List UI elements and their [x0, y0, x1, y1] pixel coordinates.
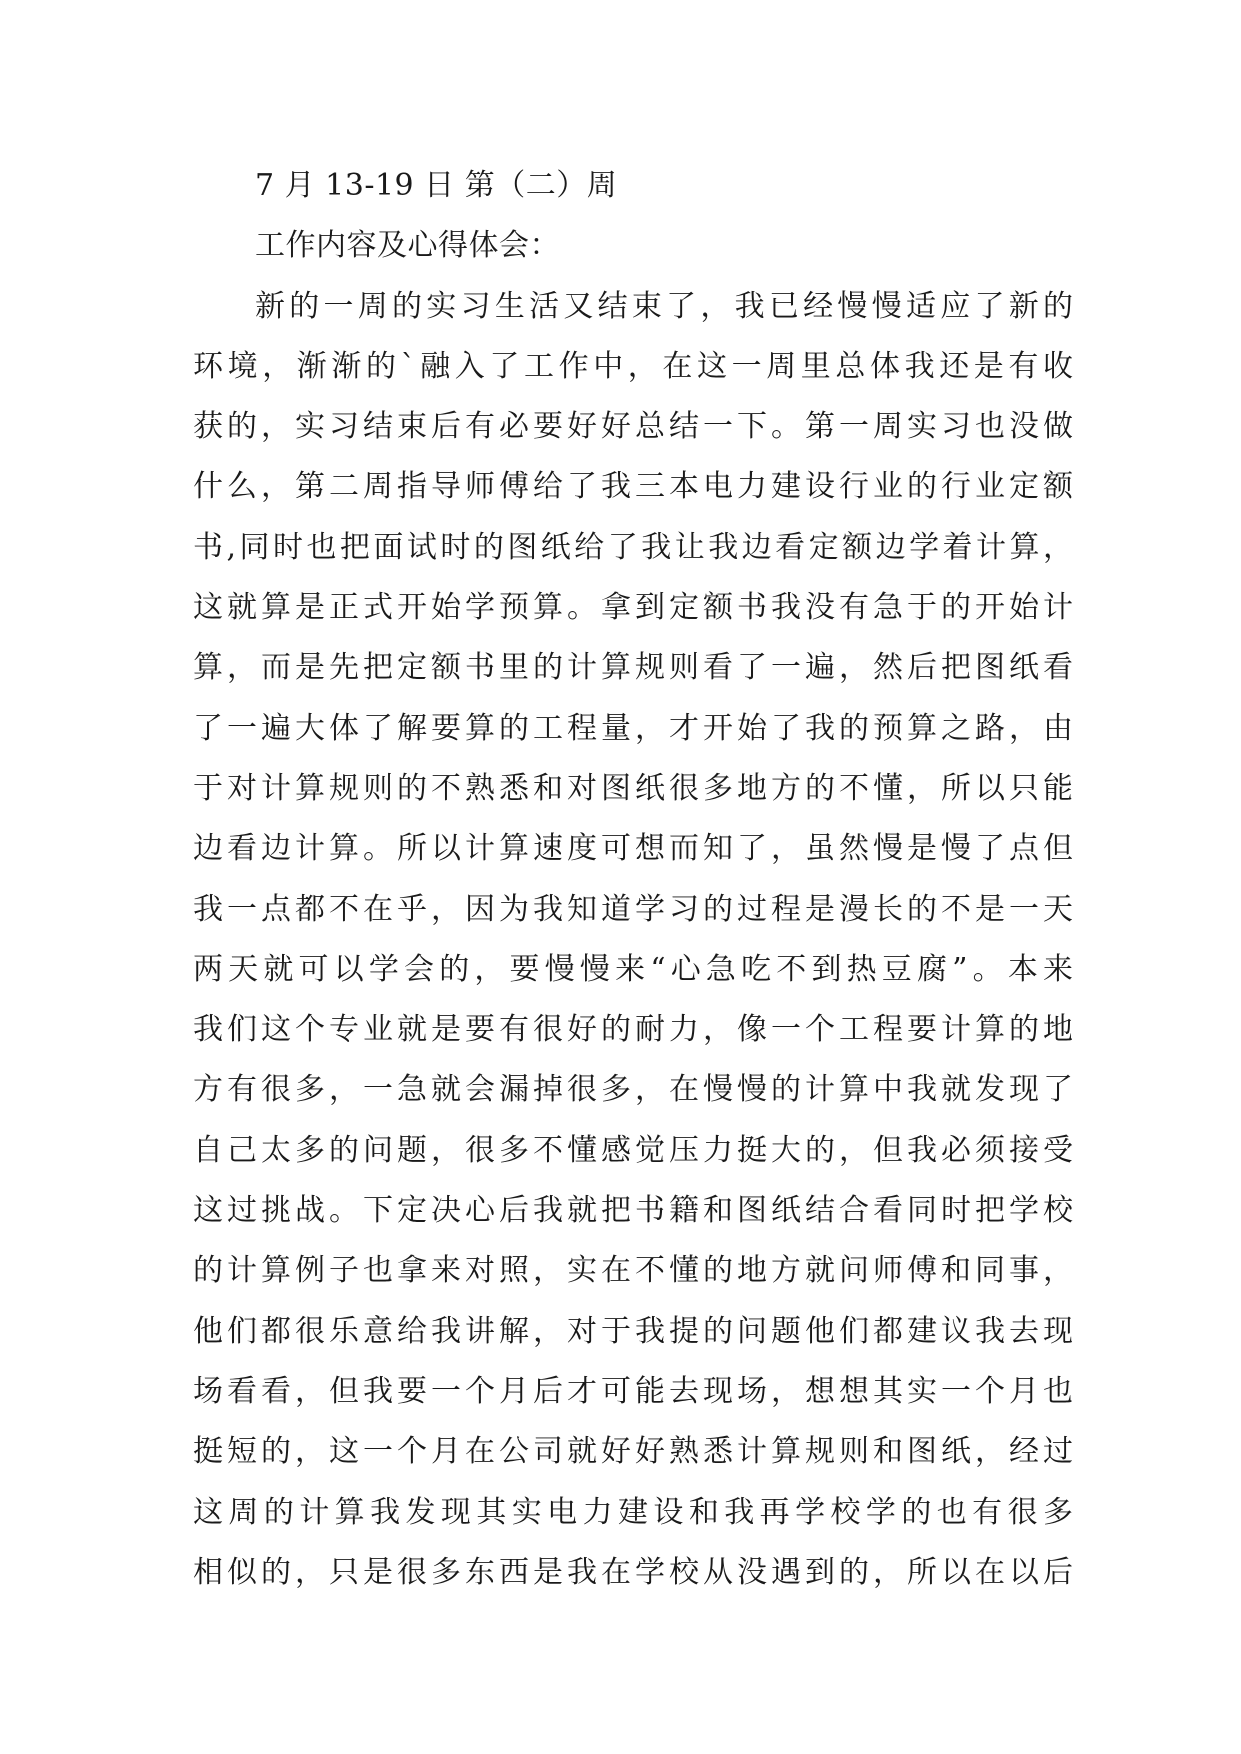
paragraph-line: 的计算例子也拿来对照，实在不懂的地方就问师傅和同事， — [193, 1253, 1073, 1289]
paragraph-line: 他们都很乐意给我讲解，对于我提的问题他们都建议我去现 — [193, 1313, 1073, 1349]
paragraph-line: 这周的计算我发现其实电力建设和我再学校学的也有很多 — [193, 1494, 1073, 1530]
paragraph-line: 两天就可以学会的，要慢慢来“心急吃不到热豆腐”。本来 — [193, 951, 1073, 987]
paragraph-line: 挺短的，这一个月在公司就好好熟悉计算规则和图纸，经过 — [193, 1434, 1073, 1470]
week-heading: 7 月 13-19 日 第（二）周 — [255, 168, 618, 203]
paragraph-line: 环境，渐渐的`融入了工作中，在这一周里总体我还是有收 — [193, 348, 1073, 384]
paragraph-line: 我一点都不在乎，因为我知道学习的过程是漫长的不是一天 — [193, 891, 1073, 927]
paragraph-line: 自己太多的问题，很多不懂感觉压力挺大的，但我必须接受 — [193, 1132, 1073, 1168]
paragraph-line: 了一遍大体了解要算的工程量，才开始了我的预算之路，由 — [193, 710, 1073, 746]
document-body — [193, 156, 1073, 1603]
paragraph-line: 相似的，只是很多东西是我在学校从没遇到的，所以在以后 — [193, 1554, 1073, 1590]
paragraph-line: 于对计算规则的不熟悉和对图纸很多地方的不懂，所以只能 — [193, 770, 1073, 806]
paragraph-line: 我们这个专业就是要有很好的耐力，像一个工程要计算的地 — [193, 1012, 1073, 1048]
paragraph-line: 方有很多，一急就会漏掉很多，在慢慢的计算中我就发现了 — [193, 1072, 1073, 1108]
section-heading: 工作内容及心得体会： — [255, 228, 560, 264]
paragraph-line: 新的一周的实习生活又结束了，我已经慢慢适应了新的 — [255, 288, 1073, 324]
paragraph-line: 书,同时也把面试时的图纸给了我让我边看定额边学着计算， — [193, 529, 1073, 565]
paragraph-line: 边看边计算。所以计算速度可想而知了，虽然慢是慢了点但 — [193, 831, 1073, 867]
paragraph-line: 什么，第二周指导师傅给了我三本电力建设行业的行业定额 — [193, 469, 1073, 505]
paragraph-line: 获的，实习结束后有必要好好总结一下。第一周实习也没做 — [193, 409, 1073, 445]
paragraph-line: 这过挑战。下定决心后我就把书籍和图纸结合看同时把学校 — [193, 1193, 1073, 1229]
paragraph-line: 场看看，但我要一个月后才可能去现场，想想其实一个月也 — [193, 1373, 1073, 1409]
paragraph-line: 算，而是先把定额书里的计算规则看了一遍，然后把图纸看 — [193, 650, 1073, 686]
paragraph-line: 这就算是正式开始学预算。拿到定额书我没有急于的开始计 — [193, 590, 1073, 626]
